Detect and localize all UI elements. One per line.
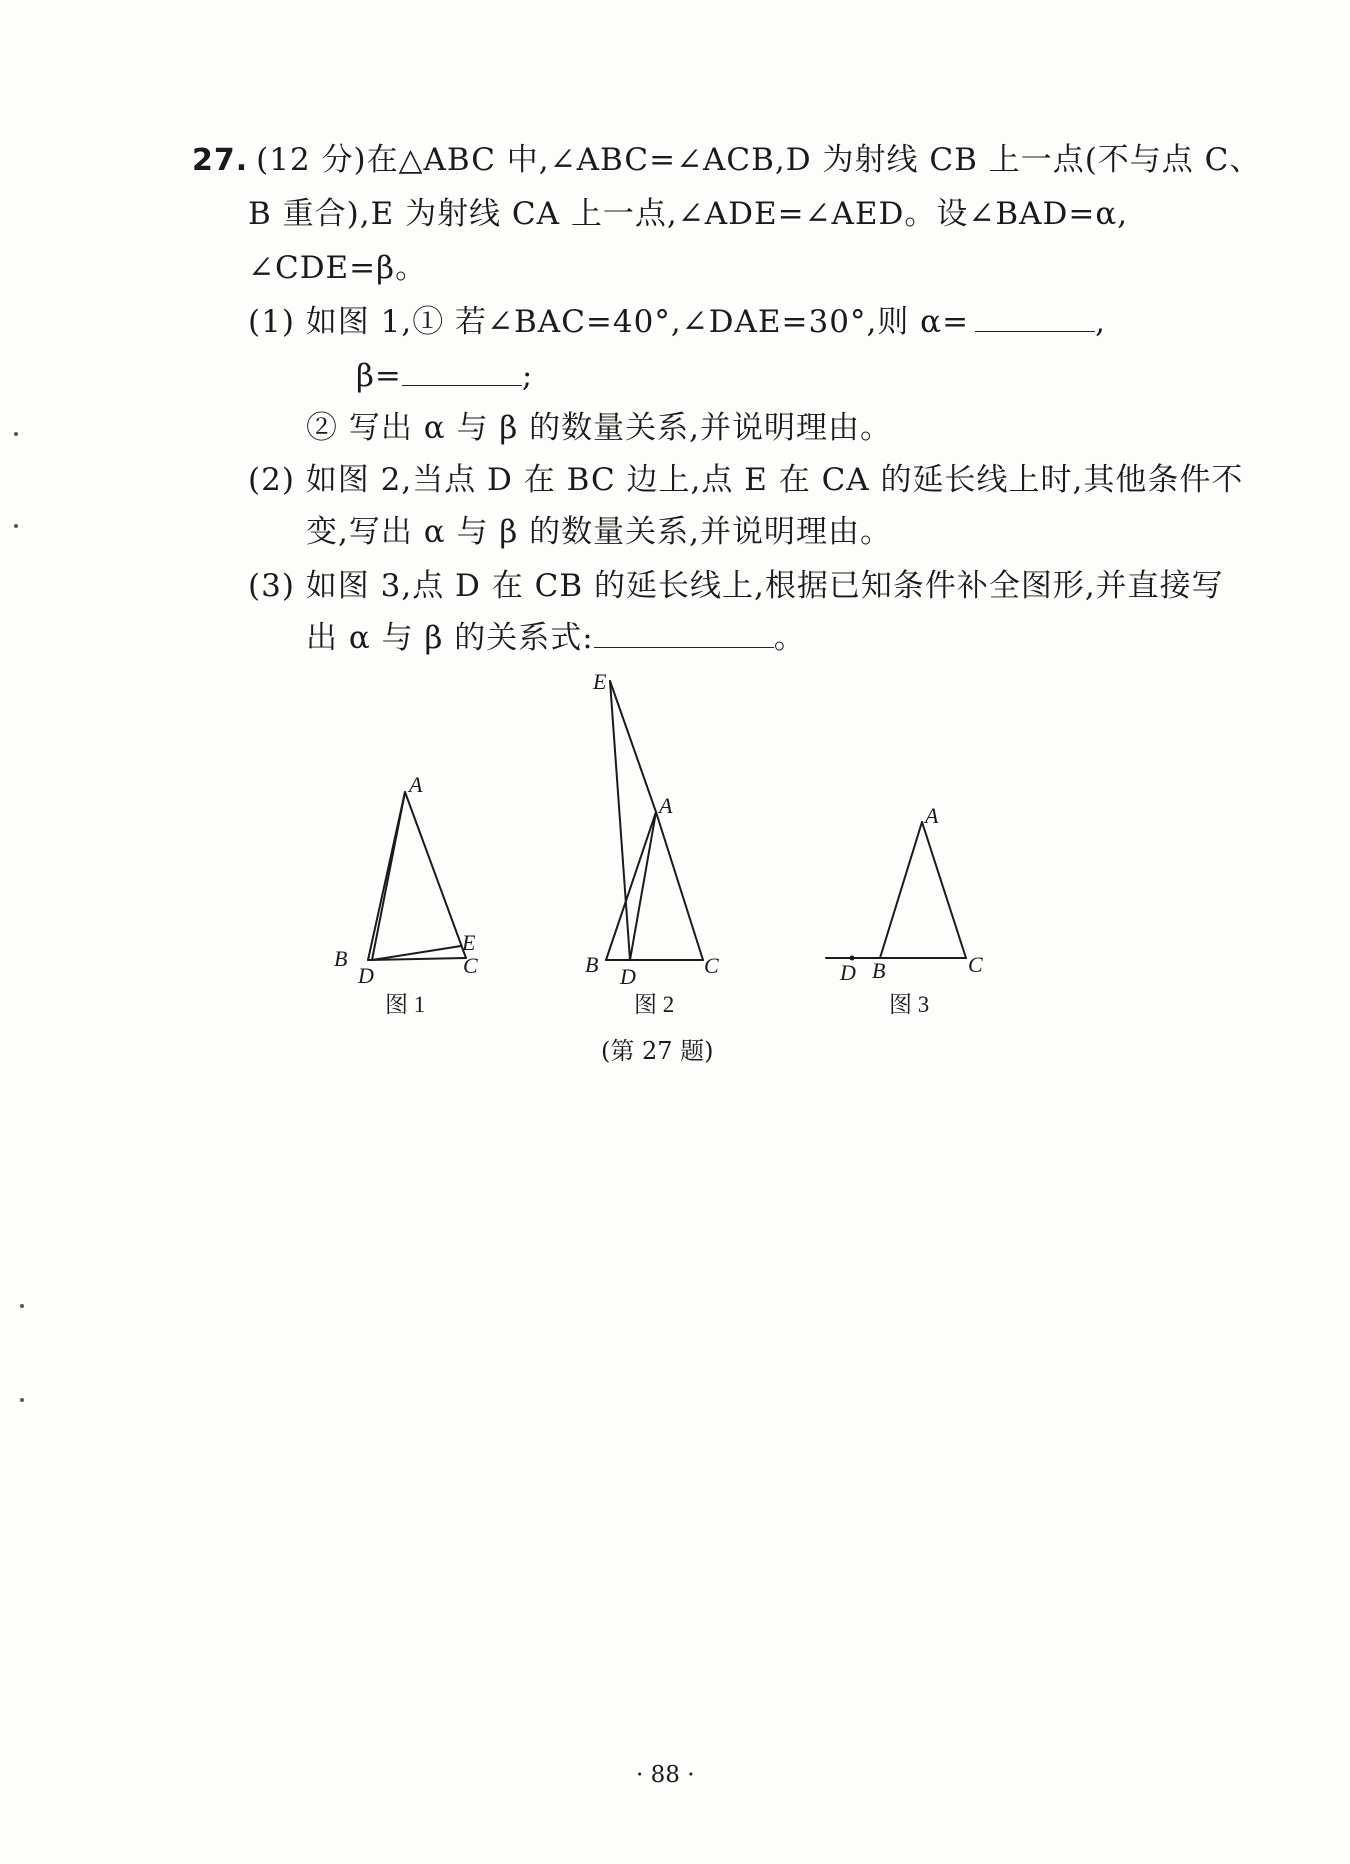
fig1-label-b: B bbox=[334, 946, 348, 971]
fig3-caption: 图 3 bbox=[889, 992, 930, 1017]
fig1-segment-ac bbox=[405, 792, 466, 958]
question-stem-line-3: ∠CDE=β。 bbox=[248, 250, 428, 286]
fig3-segment-ab bbox=[880, 822, 922, 958]
part1-text-1: (1) 如图 1,① 若∠BAC=40°,∠DAE=30°,则 α= bbox=[248, 304, 970, 340]
fig2-label-c: C bbox=[704, 953, 719, 978]
page-number: · 88 · bbox=[636, 1762, 695, 1788]
part3-text-2-end: 。 bbox=[773, 620, 806, 656]
part2-line-2: 变,写出 α 与 β 的数量关系,并说明理由。 bbox=[306, 514, 892, 550]
scan-speck bbox=[20, 1398, 24, 1402]
question-stem-line-2: B 重合),E 为射线 CA 上一点,∠ADE=∠AED。设∠BAD=α, bbox=[248, 196, 1129, 232]
fig2-label-b: B bbox=[585, 952, 599, 977]
fig1-segment-ad bbox=[372, 792, 405, 960]
fig1-label-d: D bbox=[358, 963, 374, 988]
figure-1 bbox=[368, 792, 466, 960]
fig1-caption: 图 1 bbox=[385, 992, 426, 1017]
fig2-label-d: D bbox=[620, 964, 636, 989]
figure-2 bbox=[606, 681, 703, 960]
question-number: 27. bbox=[192, 143, 249, 178]
part1-text-2: β= bbox=[356, 358, 402, 394]
scan-speck bbox=[20, 1304, 24, 1308]
fig3-label-c: C bbox=[968, 952, 983, 977]
part1-line-3: ② 写出 α 与 β 的数量关系,并说明理由。 bbox=[306, 410, 892, 446]
fig3-label-a: A bbox=[925, 803, 939, 828]
fig2-caption: 图 2 bbox=[634, 992, 675, 1017]
part1-text-1-end: , bbox=[1095, 304, 1106, 340]
fig2-segment-ac bbox=[656, 812, 703, 960]
stem-text-1: (12 分)在△ABC 中,∠ABC=∠ACB,D 为射线 CB 上一点(不与点 C、 bbox=[256, 142, 1262, 178]
part3-line-1: (3) 如图 3,点 D 在 CB 的延长线上,根据已知条件补全图形,并直接写 bbox=[248, 568, 1224, 604]
fig2-segment-ad bbox=[630, 812, 656, 960]
fig3-label-b: B bbox=[872, 958, 886, 983]
part2-line-1: (2) 如图 2,当点 D 在 BC 边上,点 E 在 CA 的延长线上时,其他条件不 bbox=[248, 462, 1244, 498]
fig3-label-d: D bbox=[840, 960, 856, 985]
fig2-segment-ea bbox=[610, 681, 656, 812]
scan-speck bbox=[14, 432, 18, 436]
fig1-label-e: E bbox=[462, 930, 476, 955]
fig1-label-a: A bbox=[409, 772, 423, 797]
part3-text-2: 出 α 与 β 的关系式: bbox=[306, 620, 594, 656]
figure-group-caption: (第 27 题) bbox=[601, 1037, 714, 1065]
fig1-label-c: C bbox=[463, 953, 478, 978]
fig2-label-e: E bbox=[593, 669, 607, 694]
fig2-label-a: A bbox=[659, 793, 673, 818]
figure-3 bbox=[826, 822, 966, 958]
fig3-segment-ac bbox=[922, 822, 966, 958]
scan-speck bbox=[14, 524, 18, 528]
part1-text-2-end: ; bbox=[521, 358, 534, 394]
fig2-segment-ab bbox=[606, 812, 656, 960]
